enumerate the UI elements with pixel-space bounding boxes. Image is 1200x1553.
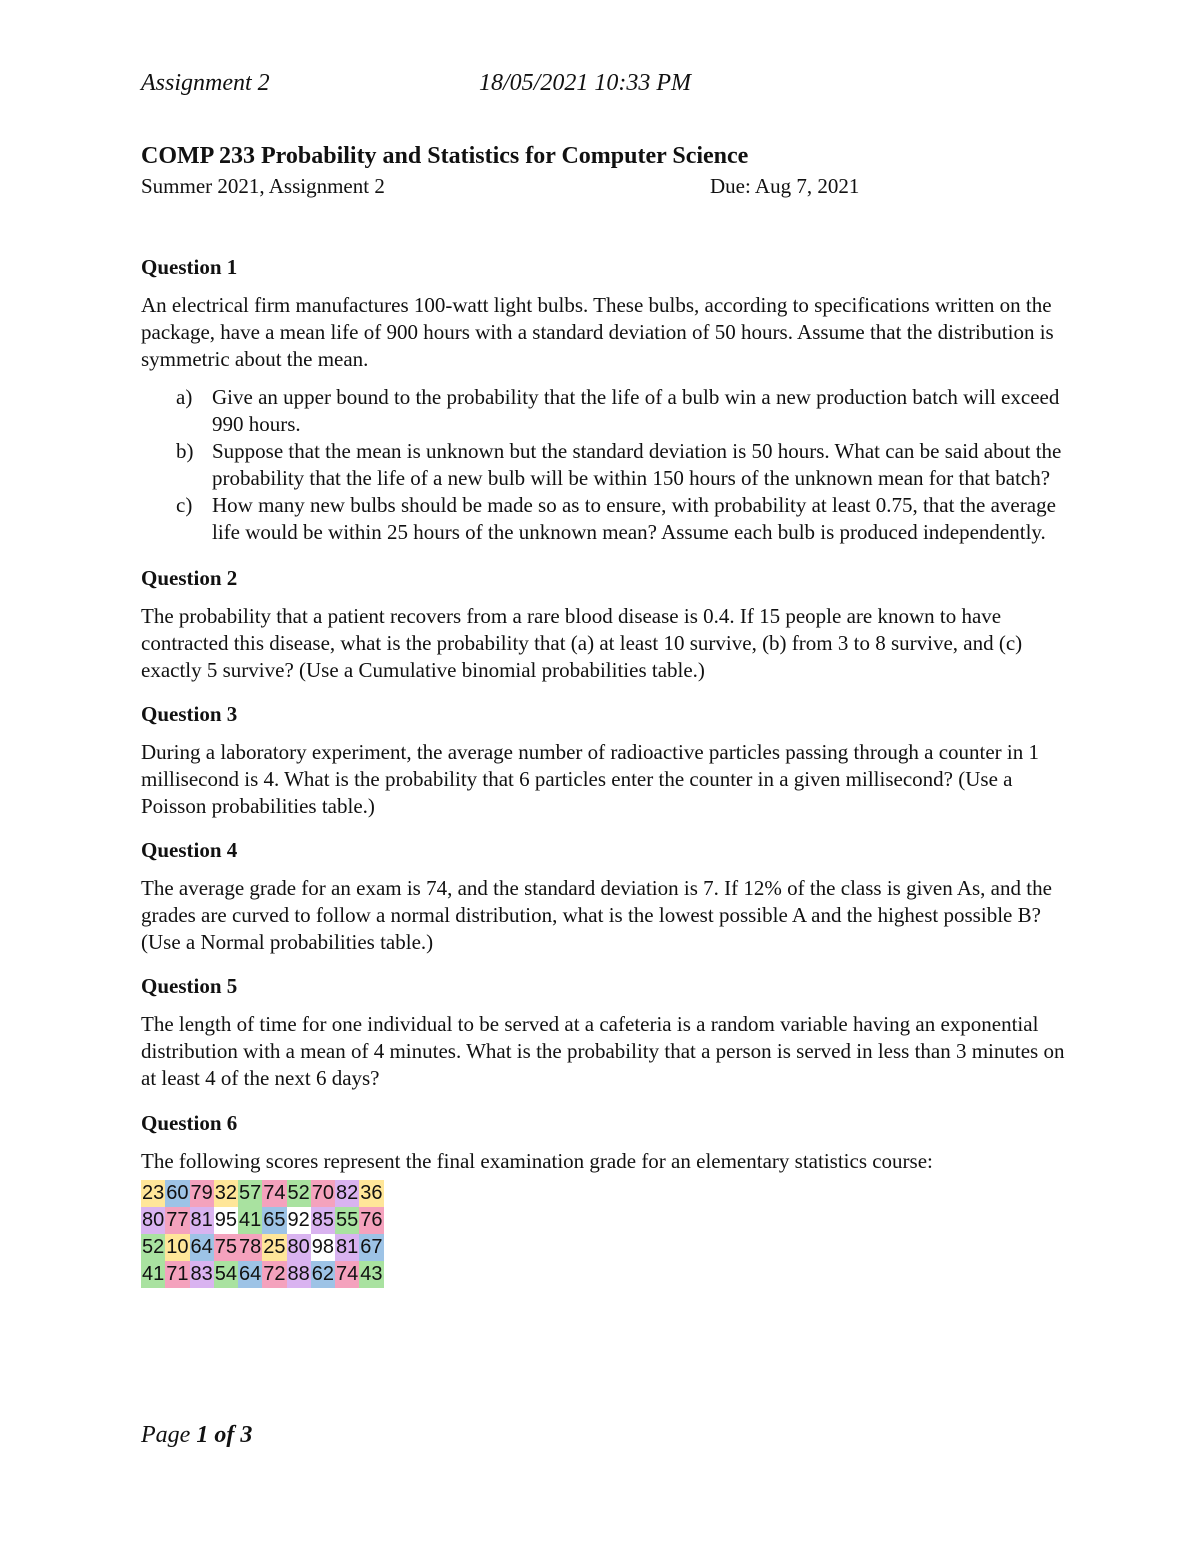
score-cell: 41	[141, 1261, 165, 1288]
score-cell: 78	[238, 1234, 262, 1261]
score-cell: 43	[359, 1261, 383, 1288]
footer-total-pages: 3	[240, 1422, 253, 1448]
part-marker: c)	[176, 493, 193, 517]
part-text: Give an upper bound to the probability that the life of a bulb win a new production batch will exceed 990 hours.	[212, 385, 1060, 436]
question-text: The average grade for an exam is 74, and the standard deviation is 7. If 12% of the class is given As, and the grades are curved to follow a normal distribution, what is the lowest possible A and the highest possible B? (Use a Normal probabilities table.)	[141, 876, 1052, 954]
part-marker: b)	[176, 439, 194, 463]
score-cell: 52	[287, 1180, 311, 1207]
score-cell: 92	[287, 1207, 311, 1234]
question-6	[141, 1110, 1071, 1288]
footer-page-label: Page	[141, 1422, 191, 1448]
score-cell: 60	[165, 1180, 189, 1207]
score-cell: 95	[214, 1207, 238, 1234]
question-2	[141, 565, 1071, 684]
score-cell: 74	[262, 1180, 286, 1207]
question-heading: Question 2	[141, 566, 238, 590]
question-text: The probability that a patient recovers from a rare blood disease is 0.4. If 15 people are known to have contracted this disease, what is the probability that (a) at least 10 survive, (b) from 3 to 8 survive, and (c) exactly 5 survive? (Use a Cumulative binomial probabilities table.)	[141, 604, 1023, 682]
question-part	[141, 492, 1071, 546]
score-cell: 55	[335, 1207, 359, 1234]
score-cell: 25	[262, 1234, 286, 1261]
question-heading: Question 1	[141, 255, 238, 279]
document-title: COMP 233 Probability and Statistics for Computer Science	[141, 143, 749, 169]
score-cell: 71	[165, 1261, 189, 1288]
question-text: During a laboratory experiment, the average number of radioactive particles passing through a counter in 1 millisecond is 4. What is the probability that 6 particles enter the counter in a given millisecond? (Use a Poisson probabilities table.)	[141, 740, 1040, 818]
part-marker: a)	[176, 385, 193, 409]
score-cell: 41	[238, 1207, 262, 1234]
question-heading: Question 4	[141, 838, 238, 862]
question-1-parts	[141, 384, 1071, 546]
page-footer	[141, 1422, 252, 1449]
scores-grid	[141, 1180, 1071, 1288]
score-cell: 74	[335, 1261, 359, 1288]
score-cell: 76	[359, 1207, 383, 1234]
question-5	[141, 973, 1071, 1092]
score-cell: 80	[141, 1207, 165, 1234]
part-text: How many new bulbs should be made so as to ensure, with probability at least 0.75, that the average life would be within 25 hours of the unknown mean? Assume each bulb is produced independently.	[212, 493, 1056, 544]
question-heading: Question 6	[141, 1111, 238, 1135]
question-text: The length of time for one individual to be served at a cafeteria is a random variable having an exponential distribution with a mean of 4 minutes. What is the probability that a person is served in less than 3 minutes on at least 4 of the next 6 days?	[141, 1012, 1065, 1090]
score-cell: 80	[287, 1234, 311, 1261]
score-cell: 65	[262, 1207, 286, 1234]
header-assignment-label: Assignment 2	[141, 70, 270, 96]
score-cell: 88	[287, 1261, 311, 1288]
footer-of-label: of	[214, 1422, 235, 1448]
score-cell: 52	[141, 1234, 165, 1261]
score-cell: 70	[311, 1180, 335, 1207]
header-timestamp: 18/05/2021 10:33 PM	[479, 70, 691, 96]
question-4	[141, 837, 1071, 956]
question-part	[141, 438, 1071, 492]
score-cell: 54	[214, 1261, 238, 1288]
score-cell: 67	[359, 1234, 383, 1261]
score-cell: 81	[335, 1234, 359, 1261]
score-cell: 83	[190, 1261, 214, 1288]
score-cell: 85	[311, 1207, 335, 1234]
score-cell: 62	[311, 1261, 335, 1288]
score-cell: 77	[165, 1207, 189, 1234]
score-cell: 36	[359, 1180, 383, 1207]
score-cell: 10	[165, 1234, 189, 1261]
question-heading: Question 5	[141, 974, 238, 998]
score-cell: 57	[238, 1180, 262, 1207]
question-3	[141, 701, 1071, 820]
subtitle-due-date: Due: Aug 7, 2021	[710, 174, 860, 198]
footer-current-page: 1	[196, 1422, 209, 1448]
question-heading: Question 3	[141, 702, 238, 726]
part-text: Suppose that the mean is unknown but the standard deviation is 50 hours. What can be said about the probability that the life of a new bulb will be within 150 hours of the unknown mean for that batch?	[212, 439, 1062, 490]
score-cell: 23	[141, 1180, 165, 1207]
score-cell: 98	[311, 1234, 335, 1261]
score-cell: 64	[238, 1261, 262, 1288]
question-part	[141, 384, 1071, 438]
subtitle-term: Summer 2021, Assignment 2	[141, 174, 385, 198]
score-cell: 64	[190, 1234, 214, 1261]
questions-section	[141, 254, 1071, 1305]
score-cell: 81	[190, 1207, 214, 1234]
question-1	[141, 254, 1071, 546]
score-cell: 79	[190, 1180, 214, 1207]
score-cell: 82	[335, 1180, 359, 1207]
score-cell: 75	[214, 1234, 238, 1261]
score-cell: 72	[262, 1261, 286, 1288]
score-cell: 32	[214, 1180, 238, 1207]
question-text: The following scores represent the final examination grade for an elementary statistics course:	[141, 1149, 933, 1173]
question-text: An electrical firm manufactures 100-watt light bulbs. These bulbs, according to specifications written on the package, have a mean life of 900 hours with a standard deviation of 50 hours. Assume that the distribution is symmetric about the mean.	[141, 293, 1054, 371]
